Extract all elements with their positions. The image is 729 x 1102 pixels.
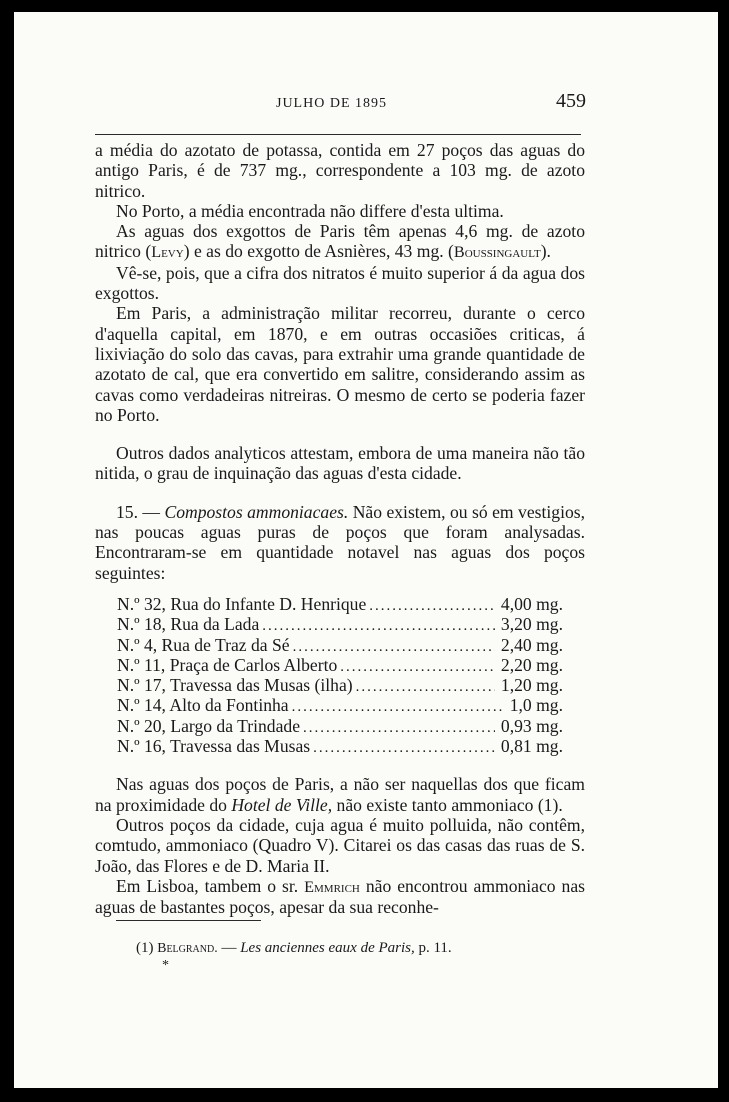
page bbox=[14, 12, 718, 1088]
section-title: Compostos ammoniacaes. bbox=[164, 501, 349, 522]
body-text bbox=[95, 140, 585, 917]
well-location: N.º 32, Rua do Infante D. Henrique bbox=[117, 593, 367, 614]
ammonia-value: 1,20 mg. bbox=[500, 675, 563, 696]
table-row bbox=[117, 716, 563, 736]
paragraph-outros-pocos: Outros poços da cidade, cuja agua é muito polluida, não contêm, comtudo, ammoniaco (Quadro V). Citarei os das casas das ruas de S. João, das Flores e de D. Maria II. bbox=[95, 814, 585, 876]
ammonia-value: 1,0 mg. bbox=[509, 695, 563, 716]
paragraph-cerco-paris: Em Paris, a administração militar recorreu, durante o cerco d'aquella capital, em 1870, e em outras occasiões criticas, á lixiviação do solo das cavas, para extrahir uma grande quantidade de azotato de cal, que era convertido em salitre, considerando assim as cavas como verdadeiras nitreiras. O mesmo de certo se poderia fazer no Porto. bbox=[95, 303, 585, 425]
author-levy: Levy bbox=[151, 243, 184, 262]
ammonia-value: 0,93 mg. bbox=[500, 715, 563, 736]
footnote: (1) Belgrand. — Les anciennes eaux de Paris, p. 11. bbox=[136, 940, 452, 956]
table-row bbox=[117, 594, 563, 614]
well-location: N.º 14, Alto da Fontinha bbox=[117, 695, 289, 716]
table-row bbox=[117, 675, 563, 695]
well-location: N.º 11, Praça de Carlos Alberto bbox=[117, 654, 338, 675]
table-row bbox=[117, 614, 563, 634]
table-row bbox=[117, 655, 563, 675]
paragraph-azotato-paris: a média do azotato de potassa, contida em 27 poços das aguas do antigo Paris, é de 737 mg., correspondente a 103 mg. de azoto nitrico. bbox=[95, 140, 585, 201]
well-location: N.º 20, Largo da Trindade bbox=[117, 715, 301, 736]
page-header bbox=[14, 90, 718, 120]
well-location: N.º 17, Travessa das Musas (ilha) bbox=[117, 675, 353, 696]
paragraph-pocos-paris: Nas aguas dos poços de Paris, a não ser naquellas dos que ficam na proximidade do Hotel de Ville, não existe tanto ammoniaco (1). bbox=[95, 774, 585, 815]
table-row bbox=[117, 736, 563, 756]
footnote-author: Belgrand. bbox=[157, 940, 218, 955]
hotel-de-ville: Hotel de Ville, bbox=[231, 794, 333, 815]
author-emmrich: Emmrich bbox=[304, 877, 360, 896]
ammonia-value: 3,20 mg. bbox=[500, 614, 563, 635]
ammonia-value: 2,40 mg. bbox=[500, 634, 563, 655]
ammonia-value: 4,00 mg. bbox=[500, 593, 563, 614]
ammonia-value: 2,20 mg. bbox=[500, 654, 563, 675]
well-location: N.º 16, Travessa das Musas bbox=[117, 736, 311, 757]
paragraph-cifra-nitratos: Vê-se, pois, que a cifra dos nitratos é muito superior á da agua dos exgottos. bbox=[95, 262, 585, 304]
table-row bbox=[117, 695, 563, 715]
author-boussingault: Boussingault bbox=[453, 243, 541, 262]
header-rule bbox=[95, 134, 581, 135]
asterisk-mark: * bbox=[162, 958, 169, 973]
footnote-rule bbox=[116, 920, 261, 921]
paragraph-lisboa: Em Lisboa, tambem o sr. Emmrich não encontrou ammoniaco nas aguas de bastantes poços, apesar da sua reconhe- bbox=[95, 875, 586, 918]
ammonia-table bbox=[117, 594, 563, 756]
footnote-title: Les anciennes eaux de Paris, bbox=[240, 940, 415, 956]
footnote-marker: (1) bbox=[136, 940, 154, 956]
paragraph-dados-analyticos: Outros dados analyticos attestam, embora de uma maneira não tão nitida, o grau de inquinação das aguas d'esta cidade. bbox=[95, 443, 585, 484]
paragraph-exgottos: As aguas dos exgottos de Paris têm apenas 4,6 mg. de azoto nitrico (Levy) e as do exgotto de Asnières, 43 mg. (Boussingault). bbox=[95, 221, 585, 262]
well-location: N.º 18, Rua da Lada bbox=[117, 614, 260, 635]
table-row bbox=[117, 635, 563, 655]
paragraph-porto-media: No Porto, a média encontrada não differe d'esta ultima. bbox=[116, 200, 504, 221]
running-head: JULHO DE 1895 bbox=[276, 96, 387, 111]
well-location: N.º 4, Rua de Traz da Sé bbox=[117, 634, 290, 655]
page-number: 459 bbox=[556, 90, 586, 112]
section-15-compostos-ammoniacaes: 15. — Compostos ammoniacaes. Não existem, ou só em vestigios, nas poucas aguas puras de poços que foram analysadas. Encontraram-se em quantidade notavel nas aguas dos poços seguintes: bbox=[95, 501, 585, 583]
ammonia-value: 0,81 mg. bbox=[500, 736, 563, 757]
